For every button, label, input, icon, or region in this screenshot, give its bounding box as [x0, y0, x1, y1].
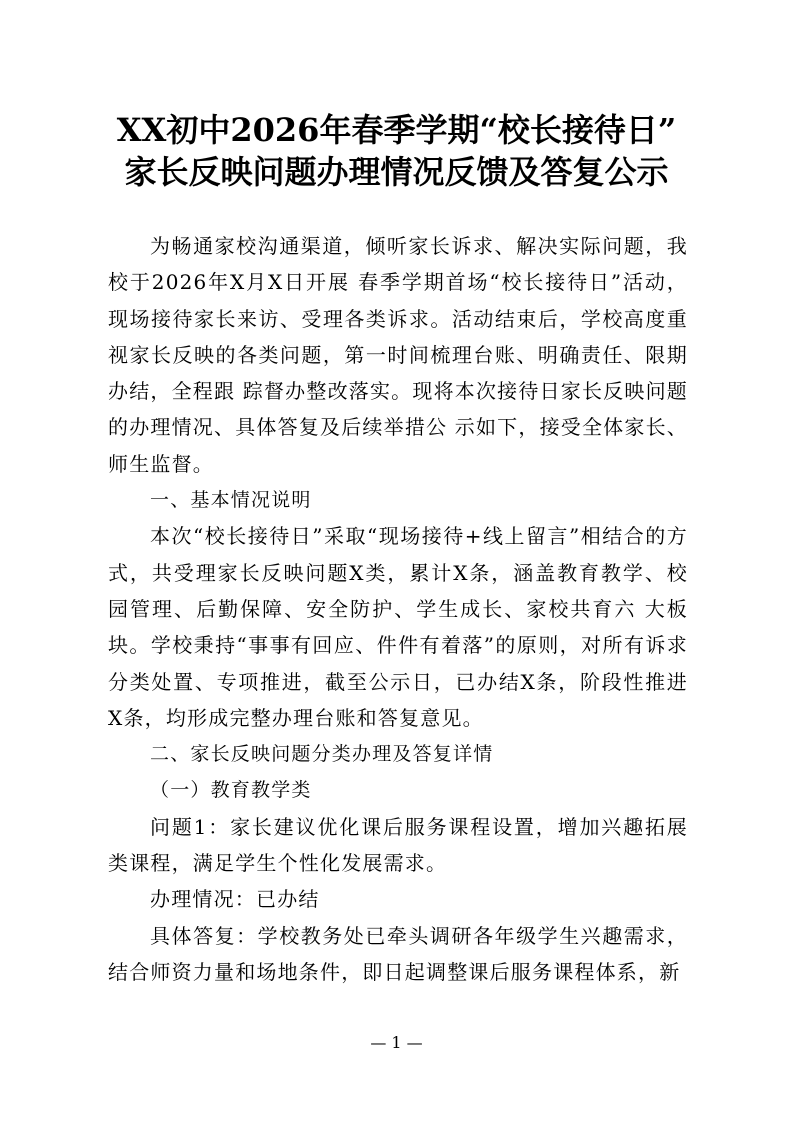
- section-1-paragraph: 本次“校长接待日”采取“现场接待+线上留言”相结合的方式，共受理家长反映问题X类，累计X条，涵盖教育教学、校园管理、后勤保障、安全防护、学生成长、家校共育六 大板块。学校秉持“事事有回应、件件有着落”的原则，对所有诉求分类处置、专项推进，截至公示日，已办结X条，阶段性推进X条，均形成完整办理台账和答复意见。: [108, 524, 688, 730]
- page-number: — 1 —: [370, 1033, 423, 1052]
- document-title-line-1: XX初中2026年春季学期“校长接待日”: [116, 111, 677, 149]
- document-title-line-2: 家长反映问题办理情况反馈及答复公示: [124, 153, 669, 191]
- status-1-paragraph: 办理情况：已办结: [150, 887, 320, 912]
- intro-paragraph: 为畅通家校沟通渠道，倾听家长诉求、解决实际问题，我校于2026年X月X日开展 春季学期首场“校长接待日”活动，现场接待家长来访、受理各类诉求。活动结束后，学校高度重视家长反映的各类问题，第一时间梳理台账、明确责任、限期办结，全程跟 踪督办整改落实。现将本次接待日家长反映问题的办理情况、具体答复及后续举措公 示如下，接受全体家长、师生监督。: [108, 234, 688, 476]
- issue-1-paragraph: 问题1：家长建议优化课后服务课程设置，增加兴趣拓展类课程，满足学生个性化发展需求。: [108, 814, 688, 876]
- section-1-heading: 一、基本情况说明: [150, 489, 312, 512]
- subsection-1-heading: （一）教育教学类: [150, 779, 312, 802]
- section-2-heading: 二、家长反映问题分类办理及答复详情: [150, 743, 494, 766]
- reply-1-paragraph: 具体答复：学校教务处已牵头调研各年级学生兴趣需求，结合师资力量和场地条件，即日起调整课后服务课程体系，新: [108, 923, 688, 984]
- document-body: [108, 228, 688, 990]
